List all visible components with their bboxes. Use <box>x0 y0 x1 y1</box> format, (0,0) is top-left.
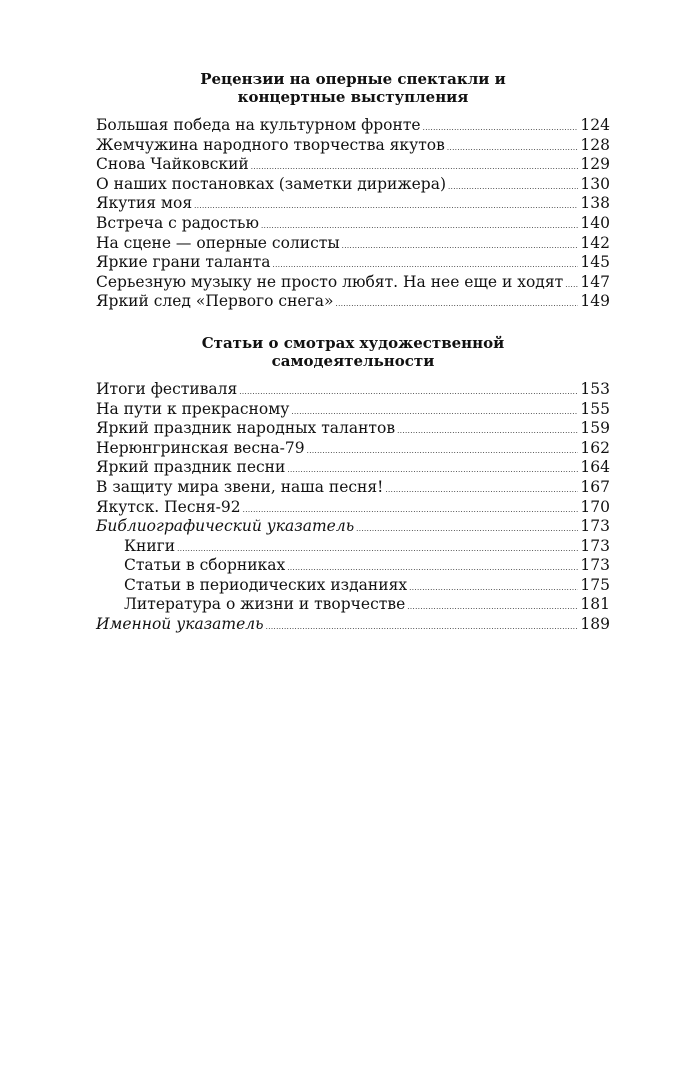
section-title-amateur-reviews <box>96 334 610 370</box>
dot-leader <box>356 520 578 540</box>
toc-entry-page: 189 <box>580 615 610 634</box>
section-title-line: концертные выступления <box>237 88 469 106</box>
toc-entry-page: 159 <box>580 419 610 438</box>
toc-list-amateur-reviews <box>96 380 610 635</box>
toc-entry[interactable] <box>96 458 610 478</box>
toc-entry-title: Нерюнгринская весна-79 <box>96 438 305 457</box>
toc-subentry[interactable] <box>96 556 610 576</box>
toc-entry[interactable] <box>96 253 610 273</box>
toc-entry-name-index[interactable] <box>96 615 610 635</box>
toc-entry-title: Статьи в периодических изданиях <box>124 575 408 594</box>
toc-entry-title: На пути к прекрасному <box>96 399 290 418</box>
toc-entry-title: На сцене — оперные солисты <box>96 233 340 252</box>
toc-entry[interactable] <box>96 273 610 293</box>
toc-entry-title: В защиту мира звени, наша песня! <box>96 477 384 496</box>
toc-entry-page: 153 <box>580 379 610 398</box>
toc-entry-title: Итоги фестиваля <box>96 379 238 398</box>
dot-leader <box>307 442 579 462</box>
toc-entry[interactable] <box>96 419 610 439</box>
dot-leader <box>397 422 578 442</box>
toc-entry-page: 173 <box>580 556 610 575</box>
toc-entry[interactable] <box>96 292 610 312</box>
toc-entry-title: Яркий праздник народных талантов <box>96 419 396 438</box>
toc-entry-page: 175 <box>580 575 610 594</box>
section-title-line: Рецензии на оперные спектакли и <box>200 70 506 88</box>
toc-entry-title: Жемчужина народного творчества якутов <box>96 135 445 154</box>
toc-entry-page: 140 <box>580 213 610 232</box>
toc-entry-page: 167 <box>580 477 610 496</box>
toc-entry-title: Яркий след «Первого снега» <box>96 292 334 311</box>
toc-entry-page: 145 <box>580 253 610 272</box>
toc-entry-title: Встреча с радостью <box>96 213 259 232</box>
toc-entry-page: 162 <box>580 438 610 457</box>
toc-entry-page: 124 <box>580 116 610 134</box>
toc-entry-title: Яркий праздник песни <box>96 458 286 477</box>
toc-entry-title: Библиографический указатель <box>96 517 355 536</box>
toc-entry-page: 173 <box>580 517 610 536</box>
toc-entry[interactable] <box>96 155 610 175</box>
dot-leader <box>448 178 578 198</box>
dot-leader <box>409 579 578 599</box>
toc-entry-page: 181 <box>580 595 610 614</box>
toc-entry[interactable] <box>96 380 610 400</box>
toc-entry-title: Яркие грани таланта <box>96 253 271 272</box>
toc-entry-title: Якутия моя <box>96 194 193 213</box>
section-title-line: самодеятельности <box>271 351 435 370</box>
dot-leader <box>565 276 578 296</box>
toc-entry-page: 149 <box>580 292 610 311</box>
dot-leader <box>342 237 579 257</box>
toc-entry-page: 138 <box>580 194 610 213</box>
toc-entry-page: 155 <box>580 399 610 418</box>
dot-leader <box>447 139 579 159</box>
toc-subentry[interactable] <box>96 595 610 615</box>
toc-entry[interactable] <box>96 194 610 214</box>
toc-entry-page: 130 <box>580 174 610 193</box>
toc-entry[interactable] <box>96 234 610 254</box>
toc-entry-page: 170 <box>580 497 610 516</box>
toc-entry[interactable] <box>96 175 610 195</box>
toc-entry-title: Снова Чайковский <box>96 155 249 174</box>
section-title-line: Статьи о смотрах художественной <box>201 333 505 352</box>
dot-leader <box>385 481 578 501</box>
toc-entry-bibliography[interactable] <box>96 517 610 537</box>
toc-entry-title: Книги <box>124 536 176 555</box>
toc-entry-title: Якутск. Песня-92 <box>96 497 241 516</box>
toc-entry[interactable] <box>96 498 610 518</box>
toc-entry-page: 164 <box>580 458 610 477</box>
toc-entry-title: Большая победа на культурном фронте <box>96 116 421 134</box>
toc-entry[interactable] <box>96 478 610 498</box>
toc-subentry[interactable] <box>96 537 610 557</box>
toc-entry-title: Литература о жизни и творчестве <box>124 595 406 614</box>
dot-leader <box>266 618 579 638</box>
toc-entry-title: Именной указатель <box>96 615 264 634</box>
table-of-contents-page <box>96 70 610 635</box>
dot-leader <box>335 295 578 315</box>
toc-list-reviews <box>96 116 610 312</box>
toc-entry-title: Серьезную музыку не просто любят. На нее еще и ходят <box>96 272 564 291</box>
toc-entry[interactable] <box>96 400 610 420</box>
toc-subentry[interactable] <box>96 576 610 596</box>
toc-entry[interactable] <box>96 439 610 459</box>
toc-entry-title: О наших постановках (заметки дирижера) <box>96 174 447 193</box>
toc-entry[interactable] <box>96 116 610 136</box>
toc-entry-page: 129 <box>580 155 610 174</box>
toc-entry-page: 142 <box>580 233 610 252</box>
toc-entry[interactable] <box>96 136 610 156</box>
toc-entry[interactable] <box>96 214 610 234</box>
toc-entry-title: Статьи в сборниках <box>124 556 286 575</box>
dot-leader <box>423 119 579 139</box>
dot-leader <box>239 383 578 403</box>
toc-entry-page: 147 <box>580 272 610 291</box>
toc-entry-page: 173 <box>580 536 610 555</box>
dot-leader <box>407 598 578 618</box>
toc-entry-page: 128 <box>580 135 610 154</box>
section-title-reviews <box>96 70 610 106</box>
